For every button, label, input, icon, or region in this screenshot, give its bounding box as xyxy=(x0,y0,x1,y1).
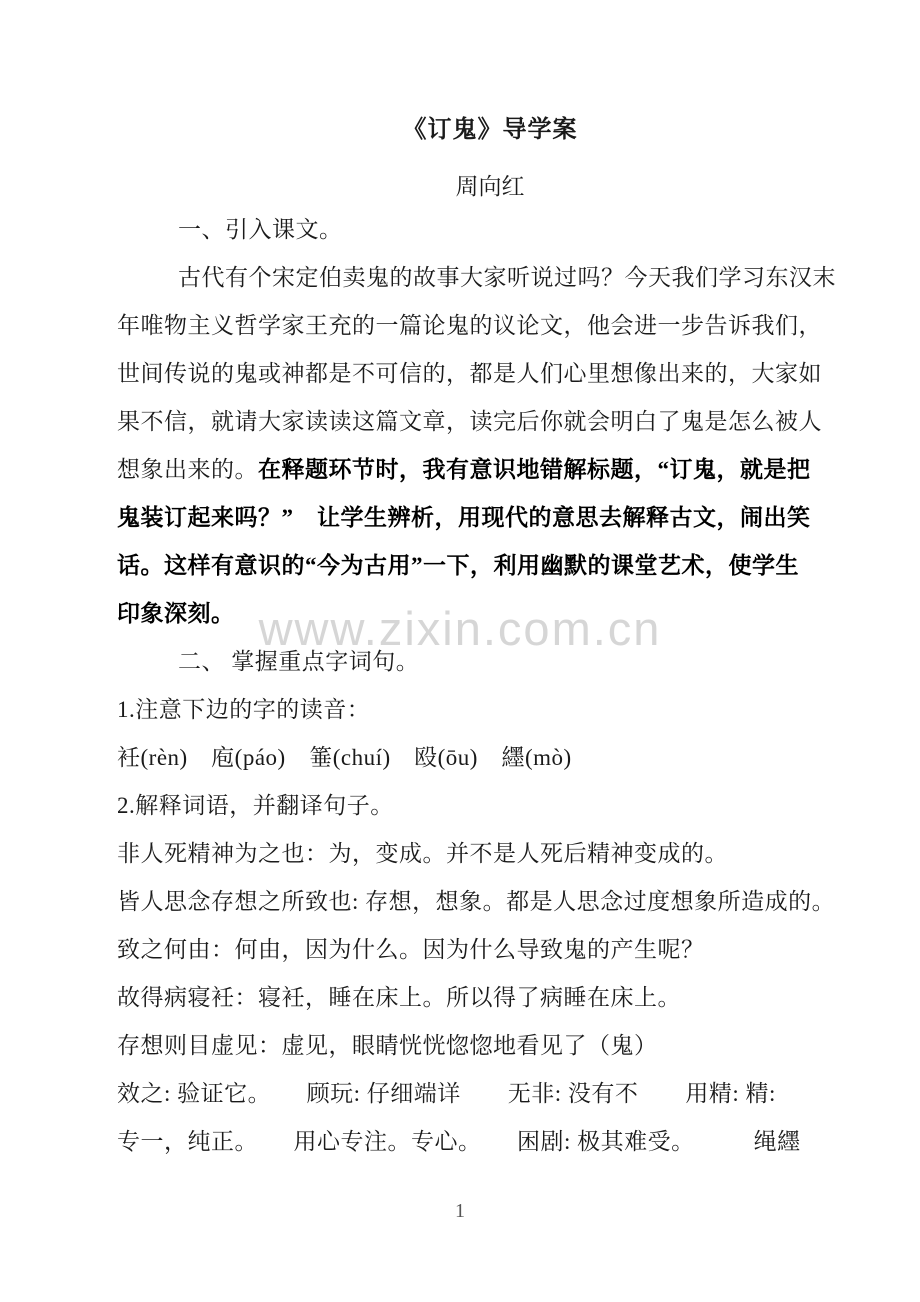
text-segment: 果不信，就请大家读读这篇文章，读完后你就会明白了鬼是怎么被人 xyxy=(117,409,822,434)
text-line xyxy=(117,782,863,830)
text-line xyxy=(117,494,863,542)
text-segment: 世间传说的鬼或神都是不可信的，都是人们心里想像出来的，大家如 xyxy=(117,361,822,386)
bold-text-segment: 话。这样有意识的“今为古用”一下，利用幽默的课堂艺术，使学生 xyxy=(117,553,799,578)
document-body xyxy=(117,0,863,1166)
text-segment: 致之何由：何由，因为什么。因为什么导致鬼的产生呢？ xyxy=(117,937,705,962)
text-line xyxy=(117,398,863,446)
text-line xyxy=(117,1070,863,1118)
page-title: 《订鬼》导学案 xyxy=(402,117,578,143)
text-line xyxy=(117,446,863,494)
text-segment: 存想则目虚见：虚见，眼睛恍恍惚惚地看见了（鬼） xyxy=(117,1033,658,1058)
text-line xyxy=(117,302,863,350)
text-line xyxy=(117,878,863,926)
text-segment: 年唯物主义哲学家王充的一篇论鬼的议论文，他会进一步告诉我们， xyxy=(117,313,822,338)
text-segment: 1.注意下边的字的读音： xyxy=(117,697,371,722)
bold-text-segment: 印象深刻。 xyxy=(117,601,235,626)
document-content xyxy=(117,206,863,1166)
text-segment: 2.解释词语，并翻译句子。 xyxy=(117,793,394,818)
text-segment: 故得病寝衽：寝衽，睡在床上。所以得了病睡在床上。 xyxy=(117,985,681,1010)
text-line xyxy=(117,1022,863,1070)
text-line xyxy=(117,1118,863,1166)
text-segment: 皆人思念存想之所致也: 存想，想象。都是人思念过度想象所造成的。 xyxy=(117,889,836,914)
text-line xyxy=(117,350,863,398)
bold-text-segment: 鬼装订起来吗？” 让学生辨析，用现代的意思去解释古文，闹出笑 xyxy=(117,505,811,530)
text-line xyxy=(117,686,863,734)
text-segment: 衽(rèn) 庖(páo) 箠(chuí) 殴(ōu) 纆(mò) xyxy=(117,745,572,770)
text-line xyxy=(117,254,863,302)
text-segment: 效之: 验证它。 顾玩: 仔细端详 无非: 没有不 用精: 精: xyxy=(117,1081,776,1106)
text-segment: 一、引入课文。 xyxy=(178,217,343,242)
bold-text-segment: 在释题环节时，我有意识地错解标题，“订鬼，就是把 xyxy=(258,457,811,482)
page-number: 1 xyxy=(455,1200,465,1222)
text-segment: 二、 掌握重点字词句。 xyxy=(178,649,420,674)
text-line xyxy=(117,542,863,590)
text-line xyxy=(117,926,863,974)
text-segment: 非人死精神为之也：为，变成。并不是人死后精神变成的。 xyxy=(117,841,728,866)
text-line xyxy=(117,734,863,782)
text-segment: 古代有个宋定伯卖鬼的故事大家听说过吗？今天我们学习东汉末 xyxy=(178,265,836,290)
text-line xyxy=(117,206,863,254)
text-segment: 想象出来的。 xyxy=(117,457,258,482)
watermark: www.zixin.com.cn xyxy=(258,602,662,655)
text-line xyxy=(117,974,863,1022)
text-line xyxy=(117,830,863,878)
text-segment: 专一，纯正。 用心专注。专心。 困剧: 极其难受。 绳纆 xyxy=(117,1129,801,1154)
text-line xyxy=(117,638,863,686)
text-line xyxy=(117,590,863,638)
author-name: 周向红 xyxy=(455,174,525,199)
